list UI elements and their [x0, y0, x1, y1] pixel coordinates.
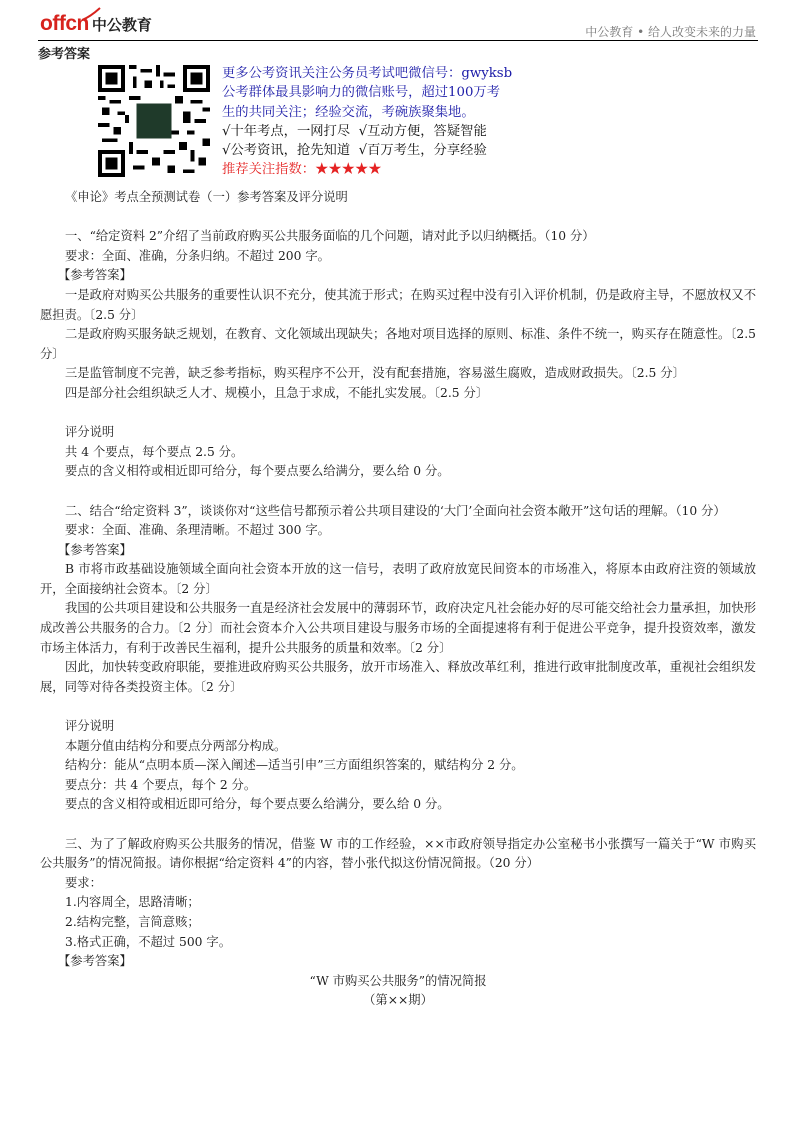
q2-answer-2: 我国的公共项目建设和公共服务一直是经济社会发展中的薄弱环节，政府决定凡社会能办好的尽可能交给社会力量承担，加快形成改善公共服务的合力。〔2 分〕而社会资本介入公共项目建设与服务市场的全面提速将有利于促进公平竞争，提升投资效率，激发市场主体活力，有利于改善民生福利，提升公共服务的质量和效率。〔2 分〕	[40, 601, 756, 655]
header-slogan: 中公教育 • 给人改变未来的力量	[585, 25, 756, 39]
q3-requirement-label: 要求：	[65, 875, 102, 890]
promo-line-1: 更多公考资讯关注公务员考试吧微信号：gwyksb	[222, 66, 513, 81]
promo-line-2: 公考群体最具影响力的微信账号，超过100万考	[222, 85, 501, 101]
q1-answer-3: 三是监管制度不完善，缺乏参考指标，购买程序不公开，没有配套措施，容易滋生腐败，造成财政损失。〔2.5 分〕	[65, 366, 685, 381]
q1-answer-label: 【参考答案】	[58, 268, 132, 283]
promo-line-5: √公考资讯，抢先知道 √百万考生，分享经验	[222, 143, 487, 159]
brief-title: “W 市购买公共服务”的情况简报	[309, 973, 487, 988]
q1-scoring-2: 要点的含义相符或相近即可给分，每个要点要么给满分，要么给 0 分。	[65, 464, 450, 479]
document-body	[40, 188, 756, 1011]
q1-question: 一、“给定资料 2”介绍了当前政府购买公共服务面临的几个问题，请对此予以归纳概括。（10 分）	[65, 229, 595, 244]
q2-requirement: 要求：全面、准确、条理清晰。不超过 300 字。	[65, 523, 330, 538]
rating-label: 推荐关注指数：	[222, 162, 316, 178]
q1-scoring-label: 评分说明	[65, 425, 115, 440]
q1-answer-1: 一是政府对购买公共服务的重要性认识不充分，使其流于形式；在购买过程中没有引入评价机制，仍是政府主导，不愿放权又不愿担责。〔2.5 分〕	[40, 287, 756, 322]
q2-scoring-1: 本题分值由结构分和要点分两部分构成。	[65, 738, 287, 753]
section-label: 参考答案	[38, 47, 91, 62]
q3-question: 三、为了了解政府购买公共服务的情况，借鉴 W 市的工作经验，××市政府领导指定办公室秘书小张撰写一篇关于“W 市购买公共服务”的情况简报。请你根据“给定资料 4”的内容，替小张代拟这份情况简报。（20 分）	[40, 836, 756, 871]
star-rating-icon: ★★★★★	[315, 162, 382, 178]
promo-rating	[222, 160, 512, 179]
q2-answer-1: B 市将市政基础设施领域全面向社会资本开放的这一信号，表明了政府放宽民间资本的市场准入，将原本由政府注资的领域放开，全面接纳社会资本。〔2 分〕	[40, 562, 756, 596]
logo-chinese-text: 中公教育	[91, 16, 152, 34]
q1-requirement: 要求：全面、准确，分条归纳。不超过 200 字。	[65, 248, 330, 263]
page-header	[38, 10, 758, 41]
q1-answer-2: 二是政府购买服务缺乏规划，在教育、文化领域出现缺失；各地对项目选择的原则、标准、条件不统一，购买存在随意性。〔2.5 分〕	[40, 327, 756, 361]
q1-answer-4: 四是部分社会组织缺乏人才、规模小，且急于求成，不能扎实发展。〔2.5 分〕	[65, 385, 489, 400]
promo-line-4: √十年考点，一网打尽 √互动方便，答疑智能	[222, 123, 487, 139]
q2-scoring-2: 结构分：能从“点明本质—深入阐述—适当引申”三方面组织答案的，赋结构分 2 分。	[65, 758, 524, 773]
q3-requirement-3: 3.格式正确，不超过 500 字。	[65, 934, 231, 949]
q2-scoring-3: 要点分：共 4 个要点，每个 2 分。	[65, 777, 257, 792]
offcn-logo	[40, 13, 152, 35]
q2-scoring-4: 要点的含义相符或相近即可给分，每个要点要么给满分，要么给 0 分。	[65, 797, 450, 812]
q3-answer-label: 【参考答案】	[58, 954, 132, 969]
q1-scoring-1: 共 4 个要点，每个要点 2.5 分。	[65, 444, 244, 459]
logo-latin-text: offcn	[40, 12, 89, 35]
q2-answer-label: 【参考答案】	[58, 542, 132, 557]
brief-issue: （第××期）	[363, 993, 433, 1008]
promo-line-3: 生的共同关注；经验交流，考碗族聚集地。	[222, 104, 475, 120]
document-title: 《申论》考点全预测试卷（一）参考答案及评分说明	[65, 190, 348, 204]
q2-answer-3: 因此，加快转变政府职能，要推进政府购买公共服务，放开市场准入、释放改革红利，推进行政审批制度改革，重视社会组织发展，同等对待各类投资主体。〔2 分〕	[40, 660, 756, 694]
q2-question: 二、结合“给定资料 3”，谈谈你对“这些信号都预示着公共项目建设的‘大门’全面向社会资本敞开”这句话的理解。（10 分）	[65, 503, 726, 518]
wechat-promo	[222, 64, 512, 180]
q3-requirement-2: 2.结构完整，言简意赅；	[65, 914, 200, 929]
q3-requirement-1: 1.内容周全，思路清晰；	[65, 895, 200, 910]
q2-scoring-label: 评分说明	[65, 719, 115, 734]
logo-swoosh-icon	[80, 7, 102, 21]
qr-code-icon	[97, 65, 211, 177]
